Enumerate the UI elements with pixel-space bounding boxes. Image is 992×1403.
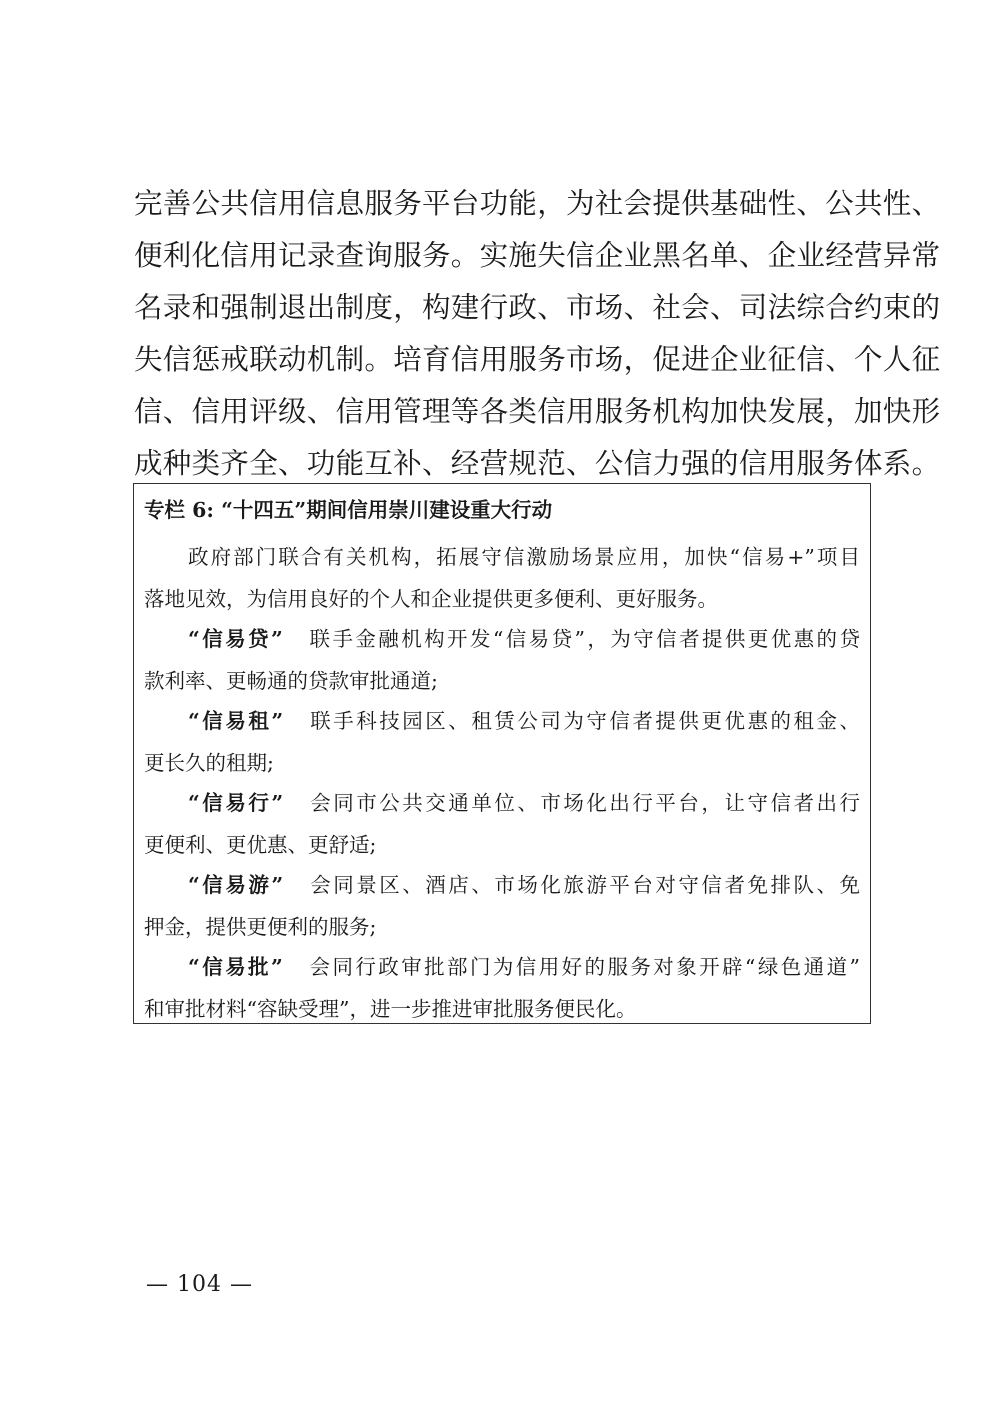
item-line: 款利率、更畅通的贷款审批通道; <box>144 669 438 693</box>
column-box-item-xinyidai <box>144 618 860 702</box>
main-paragraph-line: 成种类齐全、功能互补、经营规范、公信力强的信用服务体系。 <box>134 447 941 480</box>
intro-line: 落地见效，为信用良好的个人和企业提供更多便利、更好服务。 <box>144 587 718 611</box>
page-number: — 104 — <box>146 1272 253 1297</box>
item-text: 联手金融机构开发“信易贷”，为守信者提供更优惠的贷 <box>309 627 860 651</box>
item-keyword: “信易游” <box>188 873 284 897</box>
item-line <box>144 700 860 742</box>
column-box-title: 专栏 6: “十四五”期间信用崇川建设重大行动 <box>144 498 553 522</box>
column-box <box>133 483 871 1024</box>
item-line <box>144 864 860 906</box>
column-box-intro <box>144 536 860 620</box>
column-box-item-xinyipi <box>144 946 860 1030</box>
main-paragraph-line: 名录和强制退出制度，构建行政、市场、社会、司法综合约束的 <box>134 291 941 324</box>
item-line <box>144 946 860 988</box>
item-line: 和审批材料“容缺受理”，进一步推进审批服务便民化。 <box>144 997 637 1021</box>
item-text: 会同市公共交通单位、市场化出行平台，让守信者出行 <box>310 791 860 815</box>
item-keyword: “信易租” <box>188 709 284 733</box>
column-box-item-xinyizu <box>144 700 860 784</box>
main-paragraph-line: 便利化信用记录查询服务。实施失信企业黑名单、企业经营异常 <box>134 239 941 272</box>
item-line: 押金，提供更便利的服务; <box>144 915 377 939</box>
item-line <box>144 618 860 660</box>
item-keyword: “信易批” <box>188 955 283 979</box>
item-keyword: “信易行” <box>188 791 284 815</box>
column-box-item-xinyixing <box>144 782 860 866</box>
item-text: 联手科技园区、租赁公司为守信者提供更优惠的租金、 <box>310 709 860 733</box>
intro-line: 政府部门联合有关机构，拓展守信激励场景应用，加快“信易+”项目 <box>188 545 860 569</box>
item-text: 会同行政审批部门为信用好的服务对象开辟“绿色通道” <box>309 955 860 979</box>
item-line <box>144 782 860 824</box>
main-paragraph <box>134 178 941 490</box>
item-text: 会同景区、酒店、市场化旅游平台对守信者免排队、免 <box>310 873 860 897</box>
main-paragraph-line: 完善公共信用信息服务平台功能，为社会提供基础性、公共性、 <box>134 187 941 220</box>
main-paragraph-line: 失信惩戒联动机制。培育信用服务市场，促进企业征信、个人征 <box>134 343 941 376</box>
column-box-item-xinyiyou <box>144 864 860 948</box>
item-line: 更便利、更优惠、更舒适; <box>144 833 377 857</box>
item-line: 更长久的租期; <box>144 751 274 775</box>
main-paragraph-line: 信、信用评级、信用管理等各类信用服务机构加快发展，加快形 <box>134 395 941 428</box>
item-keyword: “信易贷” <box>188 627 283 651</box>
